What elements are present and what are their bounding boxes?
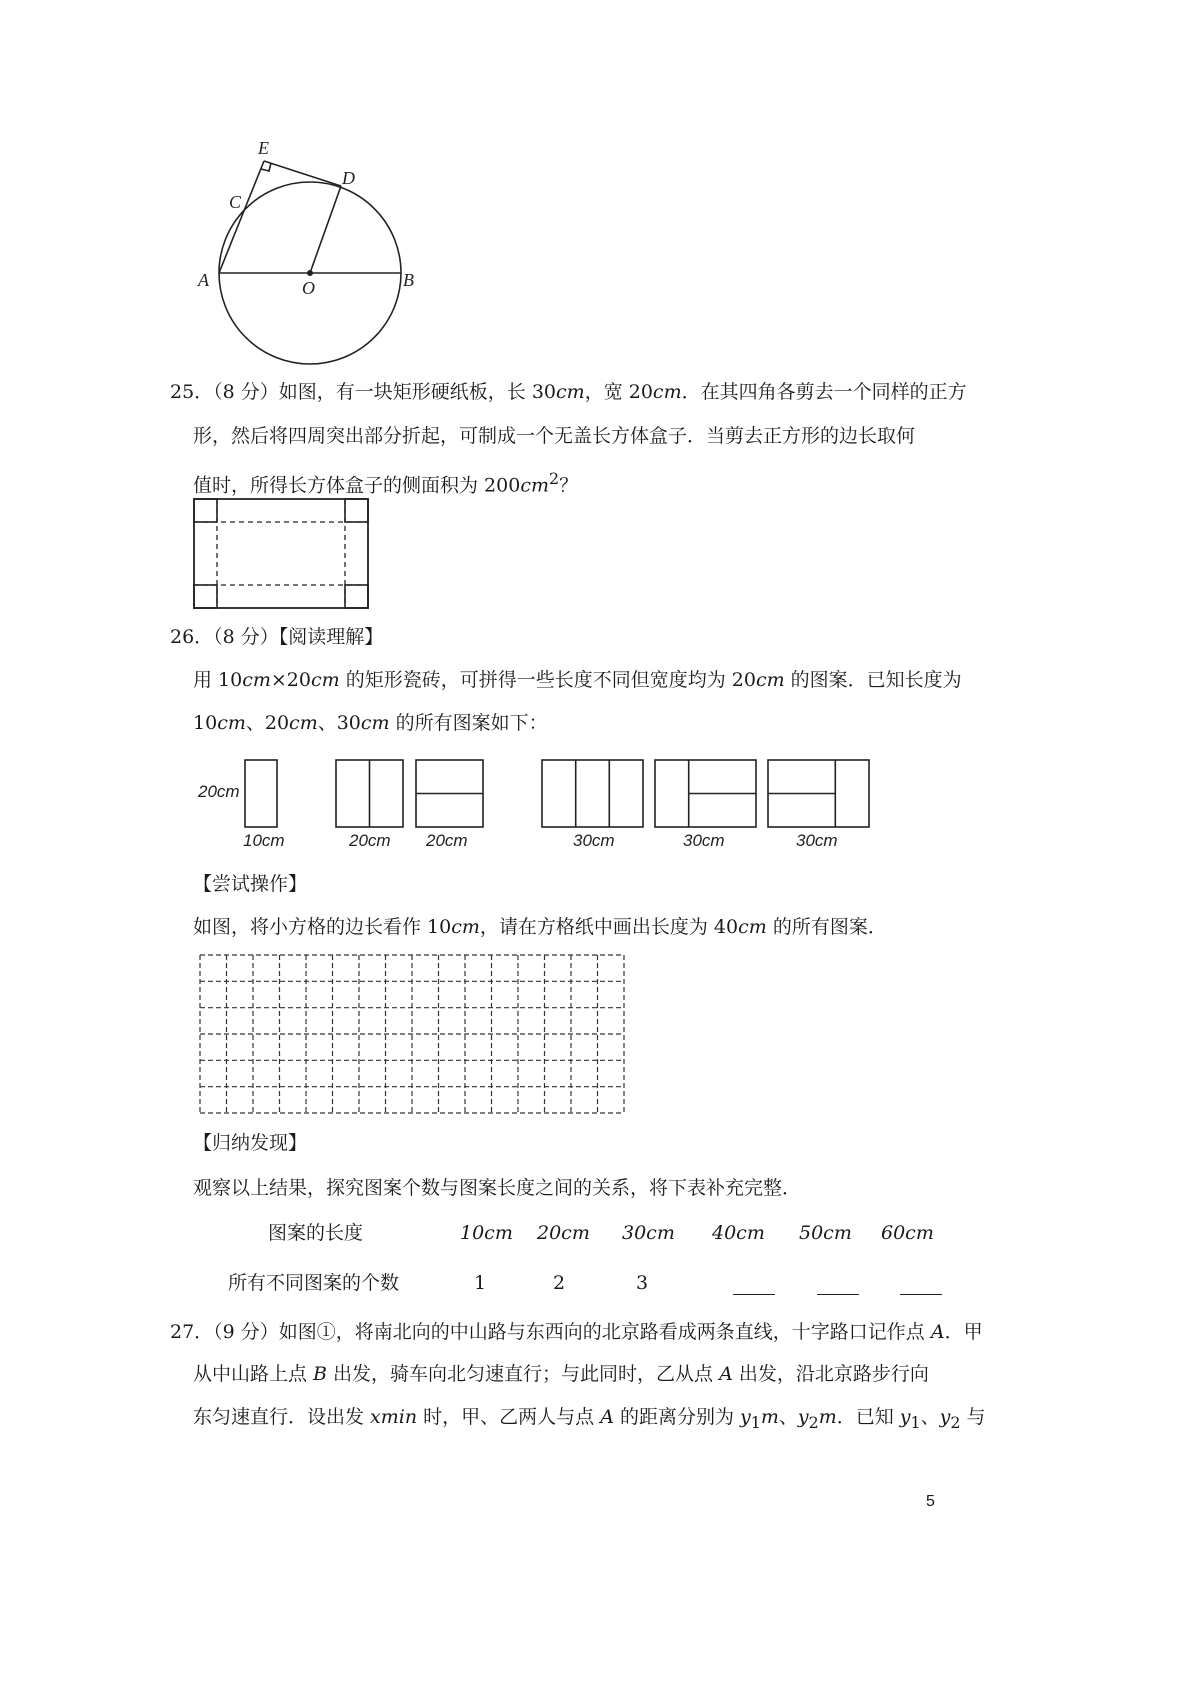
q27-line-1: 27．（9 分）如图①，将南北向的中山路与东西向的北京路看成两条直线，十字路口记作点 A．甲 <box>170 1321 983 1343</box>
table-count-1: 1 <box>474 1272 487 1294</box>
table-length-5: 50cm <box>799 1222 852 1244</box>
table-length-2: 20cm <box>537 1222 590 1244</box>
label-10cm: 10cm <box>243 831 285 850</box>
label-20cm-a: 20cm <box>349 831 391 850</box>
label-height-20cm: 20cm <box>198 782 240 801</box>
induce-header: 【归纳发现】 <box>193 1132 308 1154</box>
label-a: A <box>198 270 209 290</box>
label-b: B <box>403 270 414 290</box>
label-d: D <box>342 168 355 188</box>
label-20cm-b: 20cm <box>426 831 468 850</box>
q26-line-2: 10cm、20cm、30cm 的所有图案如下： <box>193 712 548 734</box>
q27-line-3: 东匀速直行．设出发 xmin 时，甲、乙两人与点 A 的距离分别为 $y_1m$、$y_2m$．已知 $y_1$、$y_2$ 与 <box>193 1406 986 1432</box>
q25-line-1: 25．（8 分）如图，有一块矩形硬纸板，长 30cm，宽 20cm．在其四角各剪去一个同样的正方 <box>170 381 967 403</box>
q27-line-2: 从中山路上点 B 出发，骑车向北匀速直行；与此同时，乙从点 A 出发，沿北京路步行向 <box>193 1363 929 1385</box>
label-e: E <box>258 138 269 158</box>
try-text: 如图，将小方格的边长看作 10cm，请在方格纸中画出长度为 40cm 的所有图案． <box>193 916 887 938</box>
page-number: 5 <box>926 1493 935 1510</box>
label-o: O <box>302 278 315 298</box>
table-row2-label: 所有不同图案的个数 <box>228 1272 400 1294</box>
answer-blank-50cm[interactable] <box>817 1276 859 1295</box>
induce-text: 观察以上结果，探究图案个数与图案长度之间的关系，将下表补充完整． <box>193 1177 802 1199</box>
answer-blank-40cm[interactable] <box>733 1276 775 1295</box>
table-length-4: 40cm <box>712 1222 765 1244</box>
table-count-3: 3 <box>636 1272 649 1294</box>
label-30cm-b: 30cm <box>683 831 725 850</box>
label-30cm-a: 30cm <box>573 831 615 850</box>
q25-line-3: 值时，所得长方体盒子的侧面积为 $200cm^2$？ <box>193 469 579 497</box>
label-c: C <box>229 192 242 212</box>
answer-blank-60cm[interactable] <box>900 1276 942 1295</box>
table-count-2: 2 <box>553 1272 566 1294</box>
table-length-1: 10cm <box>460 1222 513 1244</box>
table-length-3: 30cm <box>622 1222 675 1244</box>
q26-line-1: 用 10cm×20cm 的矩形瓷砖，可拼得一些长度不同但宽度均为 20cm 的图案．已知长度为 <box>193 669 962 691</box>
table-row1-label: 图案的长度 <box>268 1222 364 1244</box>
label-30cm-c: 30cm <box>796 831 838 850</box>
table-length-6: 60cm <box>881 1222 934 1244</box>
q25-line-2: 形，然后将四周突出部分折起，可制成一个无盖长方体盒子．当剪去正方形的边长取何 <box>193 425 916 447</box>
try-header: 【尝试操作】 <box>193 873 308 895</box>
q26-header: 26．（8 分）【阅读理解】 <box>170 626 384 648</box>
